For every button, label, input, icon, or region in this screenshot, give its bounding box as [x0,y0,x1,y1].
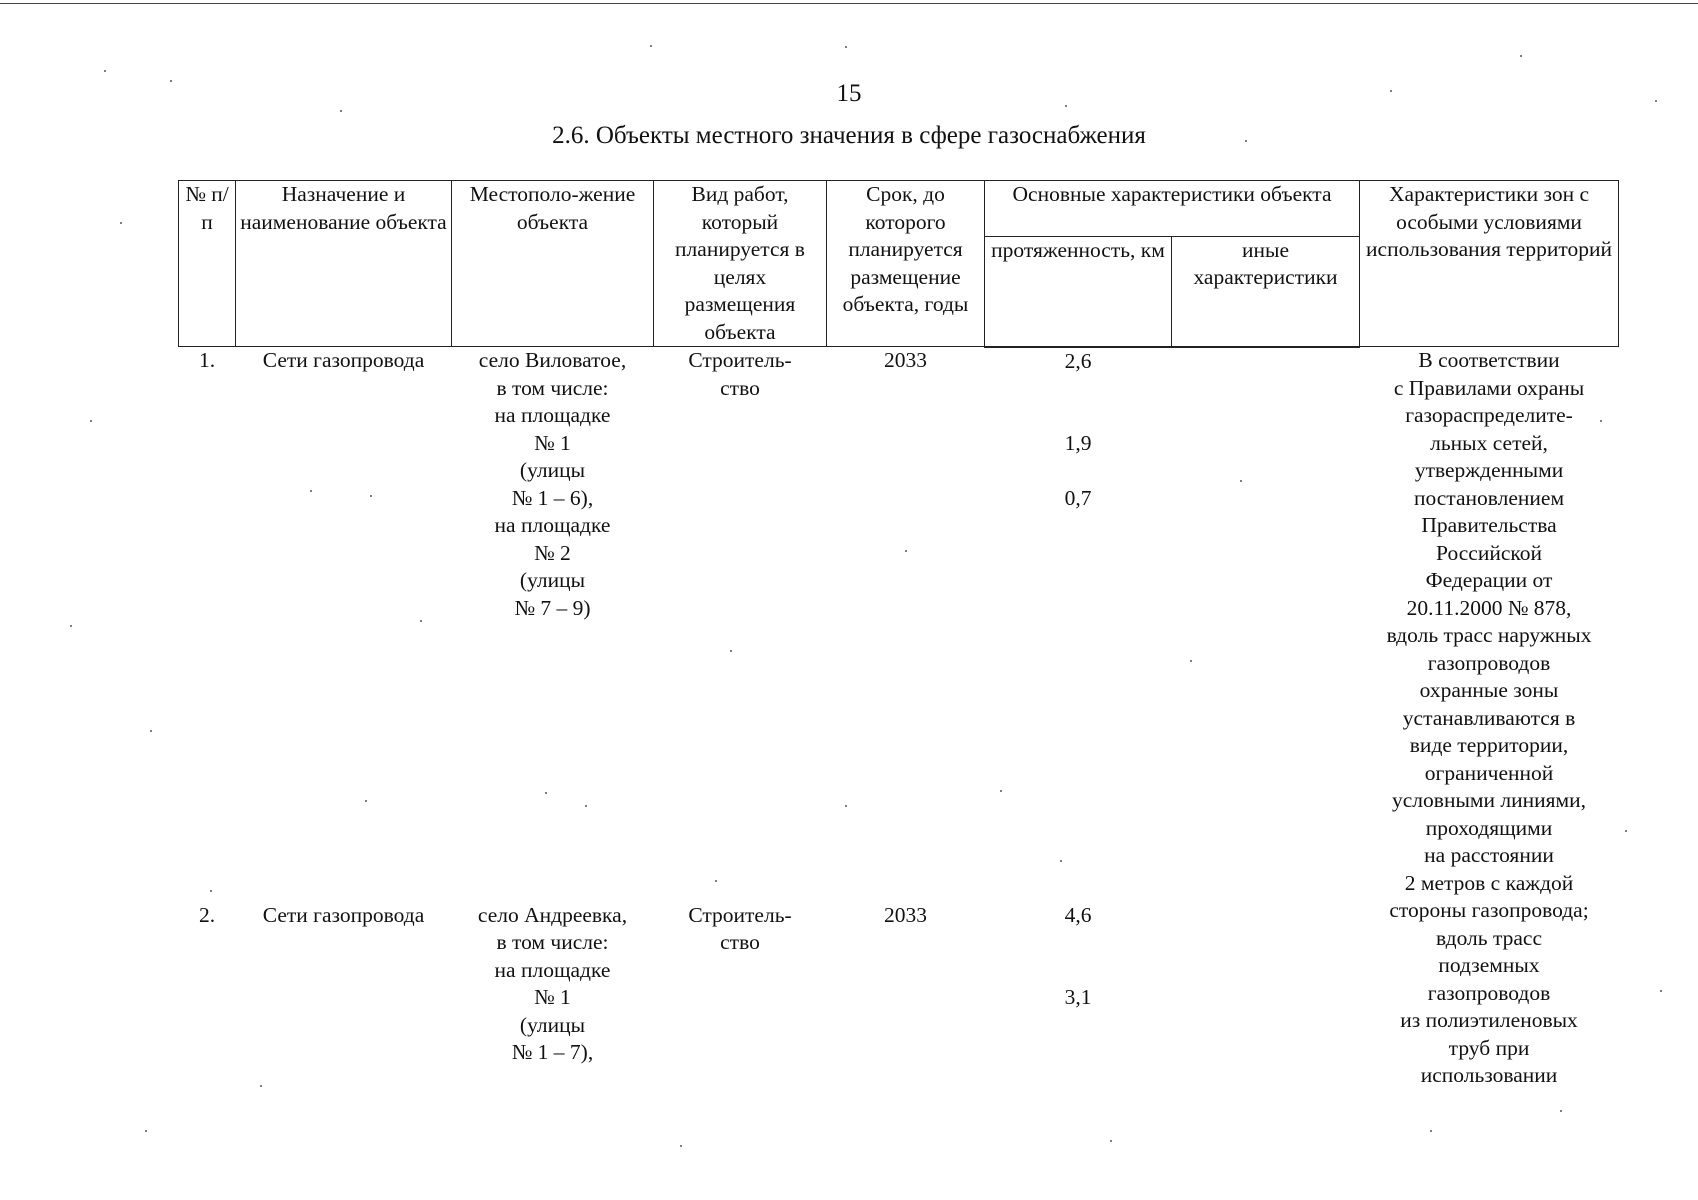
header-main-characteristics: Основные характеристики объекта [985,181,1360,237]
location-line: № 1 – 6), [511,485,594,510]
location-line: в том числе: [496,375,609,400]
header-row-1 [179,181,1619,237]
row-2-location [452,637,654,1090]
length-value: 4,6 [1064,902,1092,927]
zones-line: Федерации от [1425,568,1553,592]
zones-line: газопроводов [1427,980,1551,1005]
zones-line: вдоль трасс [1436,925,1542,950]
gas-supply-table [178,180,1619,1090]
row-1-location [452,347,654,637]
location-line: № 1 – 7), [511,1040,594,1065]
zones-line: 2 метров с каждой [1404,870,1574,895]
location-line: на площадке [494,513,611,537]
zones-line: из полиэтиленовых [1400,1008,1578,1032]
header-term: Срок, до которого планируется размещение объекта, годы [827,181,985,347]
zones-line: проходящими [1425,815,1553,840]
header-name: Назначение и наименование объекта [236,181,452,347]
zones-line: 20.11.2000 № 878, [1406,595,1572,620]
zones-cell [1360,347,1619,1090]
zones-line: виде территории, [1409,733,1569,757]
location-line: № 7 – 9) [514,595,591,620]
location-line: № 1 [534,430,571,455]
length-value: 2,6 [1064,348,1092,373]
zones-line: использовании [1420,1063,1558,1087]
row-2-other [1172,637,1360,1090]
row-1-num: 1. [198,348,216,372]
zones-line: устанавливаются в [1402,705,1576,730]
page-title: 2.6. Объекты местного значения в сфере газоснабжения [552,122,1146,149]
location-line: в том числе: [496,930,609,955]
location-line: село Андреевка, [477,902,628,927]
location-line: (улицы [519,1012,586,1037]
location-line: на площадке [494,403,611,427]
length-value: 1,9 [1064,431,1092,455]
work-type-line: ство [720,375,760,400]
header-zones: Характеристики зон с особыми условиями использования территорий [1360,181,1619,347]
header-num: № п/п [179,181,236,347]
top-rule [0,3,1698,4]
zones-line: Правительства [1421,513,1557,537]
location-line: (улицы [519,458,586,482]
zones-line: постановлением [1413,485,1565,510]
zones-line: с Правилами охраны [1393,375,1585,400]
row-2-term: 2033 [884,902,927,927]
zones-line: на расстоянии [1424,843,1554,867]
location-line: № 1 [534,985,571,1010]
work-type-line: ство [720,930,760,955]
location-line: на площадке [494,957,611,982]
header-length: протяженность, км [985,236,1172,346]
row-2-length [985,637,1172,1090]
zones-line: льных сетей, [1430,430,1548,455]
zones-line: газораспределите- [1405,403,1573,427]
page-number: 15 [836,80,862,107]
work-type-line: Строитель- [688,902,792,927]
row-1-name: Сети газопровода [262,348,425,372]
row-1-term: 2033 [884,348,927,372]
zones-line: вдоль трасс наружных [1386,623,1592,647]
zones-line: В соответствии [1418,348,1560,372]
header-other: иные характеристики [1172,236,1360,346]
location-line: село Виловатое, [478,348,627,372]
zones-line: газопроводов [1427,650,1551,675]
header-work-type: Вид работ, который планируется в целях размещения объекта [654,181,827,347]
row-2-work-type [654,637,827,1090]
zones-line: ограниченной [1424,760,1554,785]
zones-line: условными линиями, [1392,788,1586,812]
zones-line: утвержденными [1414,458,1564,482]
location-line: № 2 [534,540,571,565]
header-location: Местополо-жение объекта [452,181,654,347]
row-1-work-type [654,347,827,637]
table-row [179,347,1619,637]
row-1-length [985,347,1172,637]
zones-line: стороны газопровода; [1389,898,1589,922]
length-value: 0,7 [1064,486,1092,510]
row-2-num: 2. [198,902,216,927]
zones-line: Российской [1436,540,1542,565]
zones-line: охранные зоны [1419,678,1559,702]
length-value: 3,1 [1064,985,1092,1010]
zones-line: подземных [1438,953,1540,977]
zones-line: труб при [1448,1035,1530,1060]
row-2-name: Сети газопровода [262,902,425,927]
row-1-other [1172,347,1360,637]
work-type-line: Строитель- [688,348,792,372]
location-line: (улицы [519,568,586,592]
